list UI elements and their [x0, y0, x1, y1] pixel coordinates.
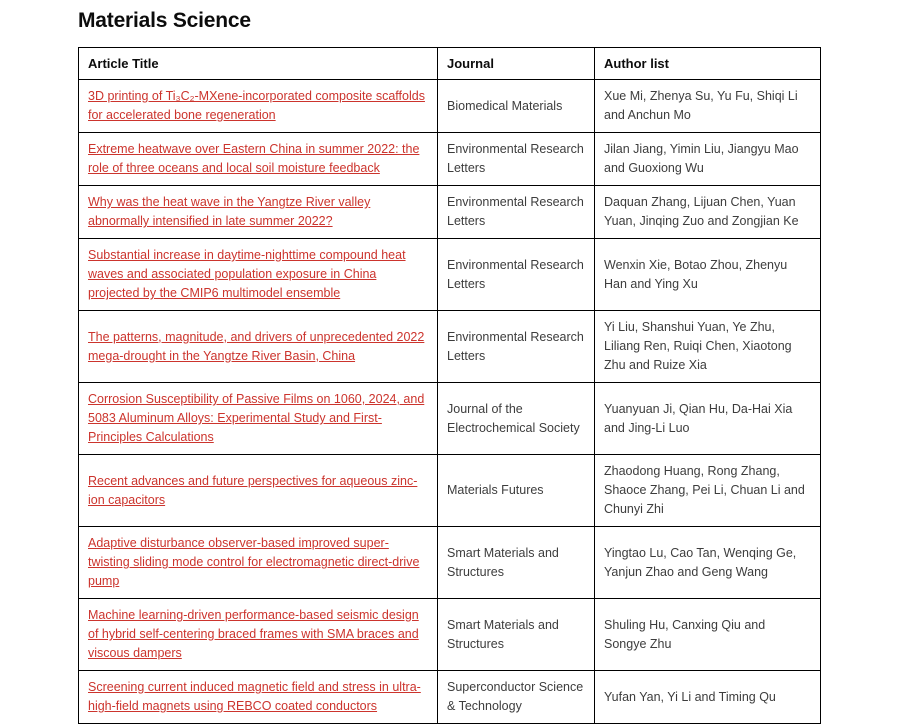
- article-link[interactable]: Substantial increase in daytime-nighttime compound heat waves and associated population exposure in China projected by the CMIP6 multimodel ensemble: [88, 248, 406, 300]
- article-link[interactable]: Machine learning-driven performance-based seismic design of hybrid self-centering braced frames with SMA braces and viscous dampers: [88, 608, 419, 660]
- article-title-cell: [79, 133, 438, 186]
- article-title-cell: [79, 455, 438, 527]
- article-link[interactable]: Adaptive disturbance observer-based improved super-twisting sliding mode control for electromagnetic direct-drive pump: [88, 536, 420, 588]
- authors-cell: Yingtao Lu, Cao Tan, Wenqing Ge, Yanjun Zhao and Geng Wang: [595, 527, 821, 599]
- table-row: [79, 186, 821, 239]
- article-link[interactable]: The patterns, magnitude, and drivers of unprecedented 2022 mega-drought in the Yangtze River Basin, China: [88, 329, 425, 363]
- page-title: Materials Science: [78, 9, 251, 32]
- article-title-cell: [79, 527, 438, 599]
- article-title-cell: [79, 671, 438, 724]
- column-header-author-list: Author list: [595, 48, 821, 80]
- journal-cell: Environmental Research Letters: [438, 186, 595, 239]
- journal-cell: Materials Futures: [438, 455, 595, 527]
- authors-cell: Yuanyuan Ji, Qian Hu, Da-Hai Xia and Jing-Li Luo: [595, 383, 821, 455]
- journal-cell: Biomedical Materials: [438, 80, 595, 133]
- journal-cell: Environmental Research Letters: [438, 239, 595, 311]
- authors-cell: Zhaodong Huang, Rong Zhang, Shaoce Zhang, Pei Li, Chuan Li and Chunyi Zhi: [595, 455, 821, 527]
- article-title-cell: [79, 599, 438, 671]
- table-row: [79, 671, 821, 724]
- table-row: [79, 455, 821, 527]
- article-link[interactable]: Screening current induced magnetic field and stress in ultra-high-field magnets using REBCO coated conductors: [88, 680, 421, 713]
- column-header-article-title: Article Title: [79, 48, 438, 80]
- column-header-journal: Journal: [438, 48, 595, 80]
- table-row: [79, 80, 821, 133]
- article-link[interactable]: Extreme heatwave over Eastern China in summer 2022: the role of three oceans and local soil moisture feedback: [88, 142, 420, 175]
- table-row: [79, 599, 821, 671]
- journal-cell: Environmental Research Letters: [438, 133, 595, 186]
- article-title-cell: [79, 80, 438, 133]
- journal-cell: Smart Materials and Structures: [438, 599, 595, 671]
- articles-table: [78, 47, 821, 724]
- table-row: [79, 311, 821, 383]
- article-link[interactable]: 3D printing of Ti₃C₂-MXene-incorporated composite scaffolds for accelerated bone regeneration: [88, 89, 425, 122]
- article-link[interactable]: Corrosion Susceptibility of Passive Films on 1060, 2024, and 5083 Aluminum Alloys: Experimental Study and First-Principles Calculations: [88, 392, 425, 444]
- table-row: [79, 133, 821, 186]
- authors-cell: Daquan Zhang, Lijuan Chen, Yuan Yuan, Jinqing Zuo and Zongjian Ke: [595, 186, 821, 239]
- table-row: [79, 527, 821, 599]
- article-title-cell: [79, 311, 438, 383]
- authors-cell: Yi Liu, Shanshui Yuan, Ye Zhu, Liliang Ren, Ruiqi Chen, Xiaotong Zhu and Ruize Xia: [595, 311, 821, 383]
- journal-cell: Journal of the Electrochemical Society: [438, 383, 595, 455]
- authors-cell: Wenxin Xie, Botao Zhou, Zhenyu Han and Ying Xu: [595, 239, 821, 311]
- journal-cell: Environmental Research Letters: [438, 311, 595, 383]
- article-title-cell: [79, 239, 438, 311]
- table-body: [79, 80, 821, 724]
- authors-cell: Jilan Jiang, Yimin Liu, Jiangyu Mao and Guoxiong Wu: [595, 133, 821, 186]
- authors-cell: Xue Mi, Zhenya Su, Yu Fu, Shiqi Li and Anchun Mo: [595, 80, 821, 133]
- header-row: [79, 48, 821, 80]
- article-title-cell: [79, 383, 438, 455]
- table-row: [79, 239, 821, 311]
- table-header: [79, 48, 821, 80]
- article-link[interactable]: Recent advances and future perspectives for aqueous zinc-ion capacitors: [88, 473, 418, 507]
- article-link[interactable]: Why was the heat wave in the Yangtze River valley abnormally intensified in late summer 2022?: [88, 195, 371, 228]
- journal-cell: Smart Materials and Structures: [438, 527, 595, 599]
- authors-cell: Shuling Hu, Canxing Qiu and Songye Zhu: [595, 599, 821, 671]
- table-row: [79, 383, 821, 455]
- article-title-cell: [79, 186, 438, 239]
- journal-cell: Superconductor Science & Technology: [438, 671, 595, 724]
- authors-cell: Yufan Yan, Yi Li and Timing Qu: [595, 671, 821, 724]
